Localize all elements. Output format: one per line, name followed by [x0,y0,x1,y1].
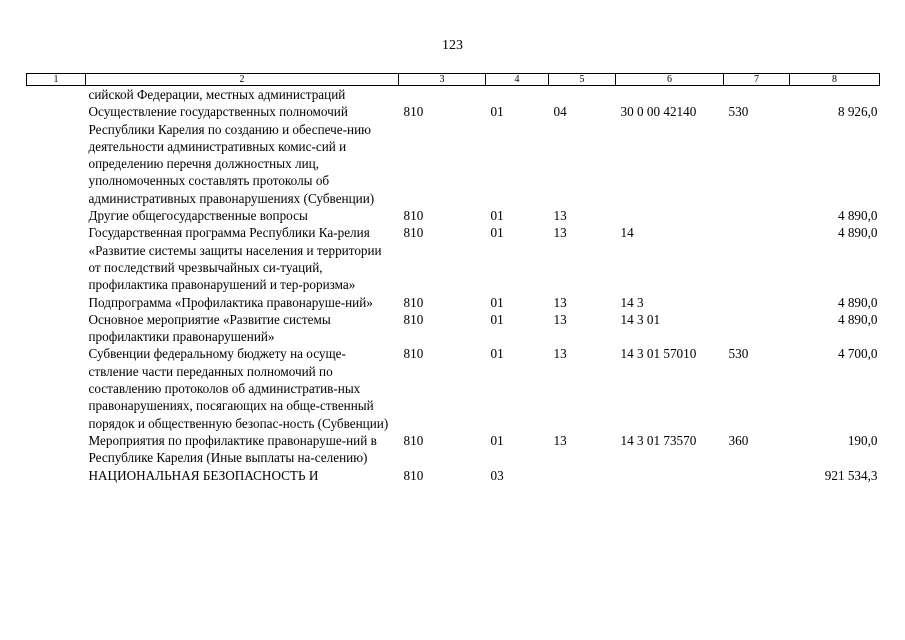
header-col-2: 2 [86,74,399,86]
page-number: 123 [442,38,463,53]
header-col-6: 6 [616,74,724,86]
row-subsection-code: 13 [553,208,567,224]
header-row [27,74,880,86]
row-target-code: 30 0 00 42140 [620,104,697,120]
row-target-code: 14 [620,225,634,241]
table-row [27,224,880,293]
row-expense-type [724,294,790,311]
row-amount: 4 700,0 [837,346,878,362]
row-expense-type: 530 [728,346,749,362]
header-col-7: 7 [724,74,790,86]
row-section-code: 03 [490,467,504,483]
row-section-code [486,86,549,104]
row-ministry-code [399,86,486,104]
header-col-4: 4 [486,74,549,86]
table-row [27,311,880,346]
row-target-code [616,467,724,484]
table-row [27,294,880,311]
row-name: Другие общегосударственные вопросы [88,208,308,224]
row-subsection-code: 13 [553,432,567,448]
row-expense-type: 530 [728,104,749,120]
header-col-1: 1 [27,74,86,86]
row-section-code: 01 [490,346,504,362]
row-name: Основное мероприятие «Развитие системы профилактики правонарушений» [88,311,331,345]
row-amount: 190,0 [847,432,878,448]
row-col-1 [27,294,86,311]
budget-table [26,73,880,484]
row-subsection-code: 13 [553,294,567,310]
row-amount: 4 890,0 [837,225,878,241]
row-amount: 4 890,0 [837,294,878,310]
row-amount: 8 926,0 [837,104,878,120]
row-subsection-code: 13 [553,225,567,241]
row-subsection-code [549,467,616,484]
row-ministry-code: 810 [403,311,424,327]
row-section-code: 01 [490,432,504,448]
row-expense-type [724,207,790,224]
row-subsection-code: 13 [553,311,567,327]
table-row [27,207,880,224]
row-target-code: 14 3 01 [620,311,661,327]
row-name: Государственная программа Республики Ка-релия «Развитие системы защиты населения и территории от последствий чрезвычайных си-туаций, профилактика правонарушений и тер-роризма» [88,225,382,293]
row-expense-type [724,467,790,484]
row-amount: 921 534,3 [824,467,878,483]
row-amount: 4 890,0 [837,311,878,327]
header-col-3: 3 [399,74,486,86]
row-name: НАЦИОНАЛЬНАЯ БЕЗОПАСНОСТЬ И [88,467,319,483]
row-name: Осуществление государственных полномочий Республики Карелия по созданию и обеспече-нию деятельности административных комис-сий и определению перечня должностных лиц, уполномоченных составлять протоколы об административных правонарушениях (Субвенции) [88,104,375,206]
row-expense-type [724,86,790,104]
row-name: Подпрограмма «Профилактика правонаруше-ний» [88,294,373,310]
row-target-code: 14 3 01 73570 [620,432,697,448]
row-col-1 [27,86,86,104]
row-expense-type [724,311,790,346]
row-name: Мероприятия по профилактике правонаруше-ний в Республике Карелия (Иные выплаты на-селению) [88,432,377,466]
row-ministry-code: 810 [403,346,424,362]
row-col-1 [27,224,86,293]
row-subsection-code: 13 [553,346,567,362]
row-ministry-code: 810 [403,467,424,483]
row-col-1 [27,345,86,431]
table-row [27,467,880,484]
row-expense-type: 360 [728,432,749,448]
row-col-1 [27,207,86,224]
row-col-1 [27,432,86,467]
row-target-code: 14 3 01 57010 [620,346,697,362]
row-amount: 4 890,0 [837,208,878,224]
table-row [27,86,880,104]
row-section-code: 01 [490,104,504,120]
row-ministry-code: 810 [403,225,424,241]
header-col-5: 5 [549,74,616,86]
table-body [27,86,880,484]
row-section-code: 01 [490,208,504,224]
row-section-code: 01 [490,294,504,310]
row-section-code: 01 [490,225,504,241]
table-row [27,345,880,431]
row-ministry-code: 810 [403,104,424,120]
row-target-code: 14 3 [620,294,644,310]
row-col-1 [27,103,86,207]
row-col-1 [27,467,86,484]
row-ministry-code: 810 [403,294,424,310]
row-col-1 [27,311,86,346]
row-target-code [616,207,724,224]
row-subsection-code [549,86,616,104]
table-row [27,103,880,207]
row-amount [790,86,880,104]
row-ministry-code: 810 [403,208,424,224]
table-row [27,432,880,467]
row-subsection-code: 04 [553,104,567,120]
row-expense-type [724,224,790,293]
header-col-8: 8 [790,74,880,86]
row-name: Субвенции федеральному бюджету на осуще-ствление части переданных полномочий по составлению протоколов об административ-ных правонарушениях, посягающих на обще-ственный порядок и общественную безопас-ность (Субвенции) [88,346,389,431]
row-section-code: 01 [490,311,504,327]
row-name: сийской Федерации, местных администраций [88,87,346,102]
row-ministry-code: 810 [403,432,424,448]
table-header [27,74,880,86]
row-target-code [616,86,724,104]
